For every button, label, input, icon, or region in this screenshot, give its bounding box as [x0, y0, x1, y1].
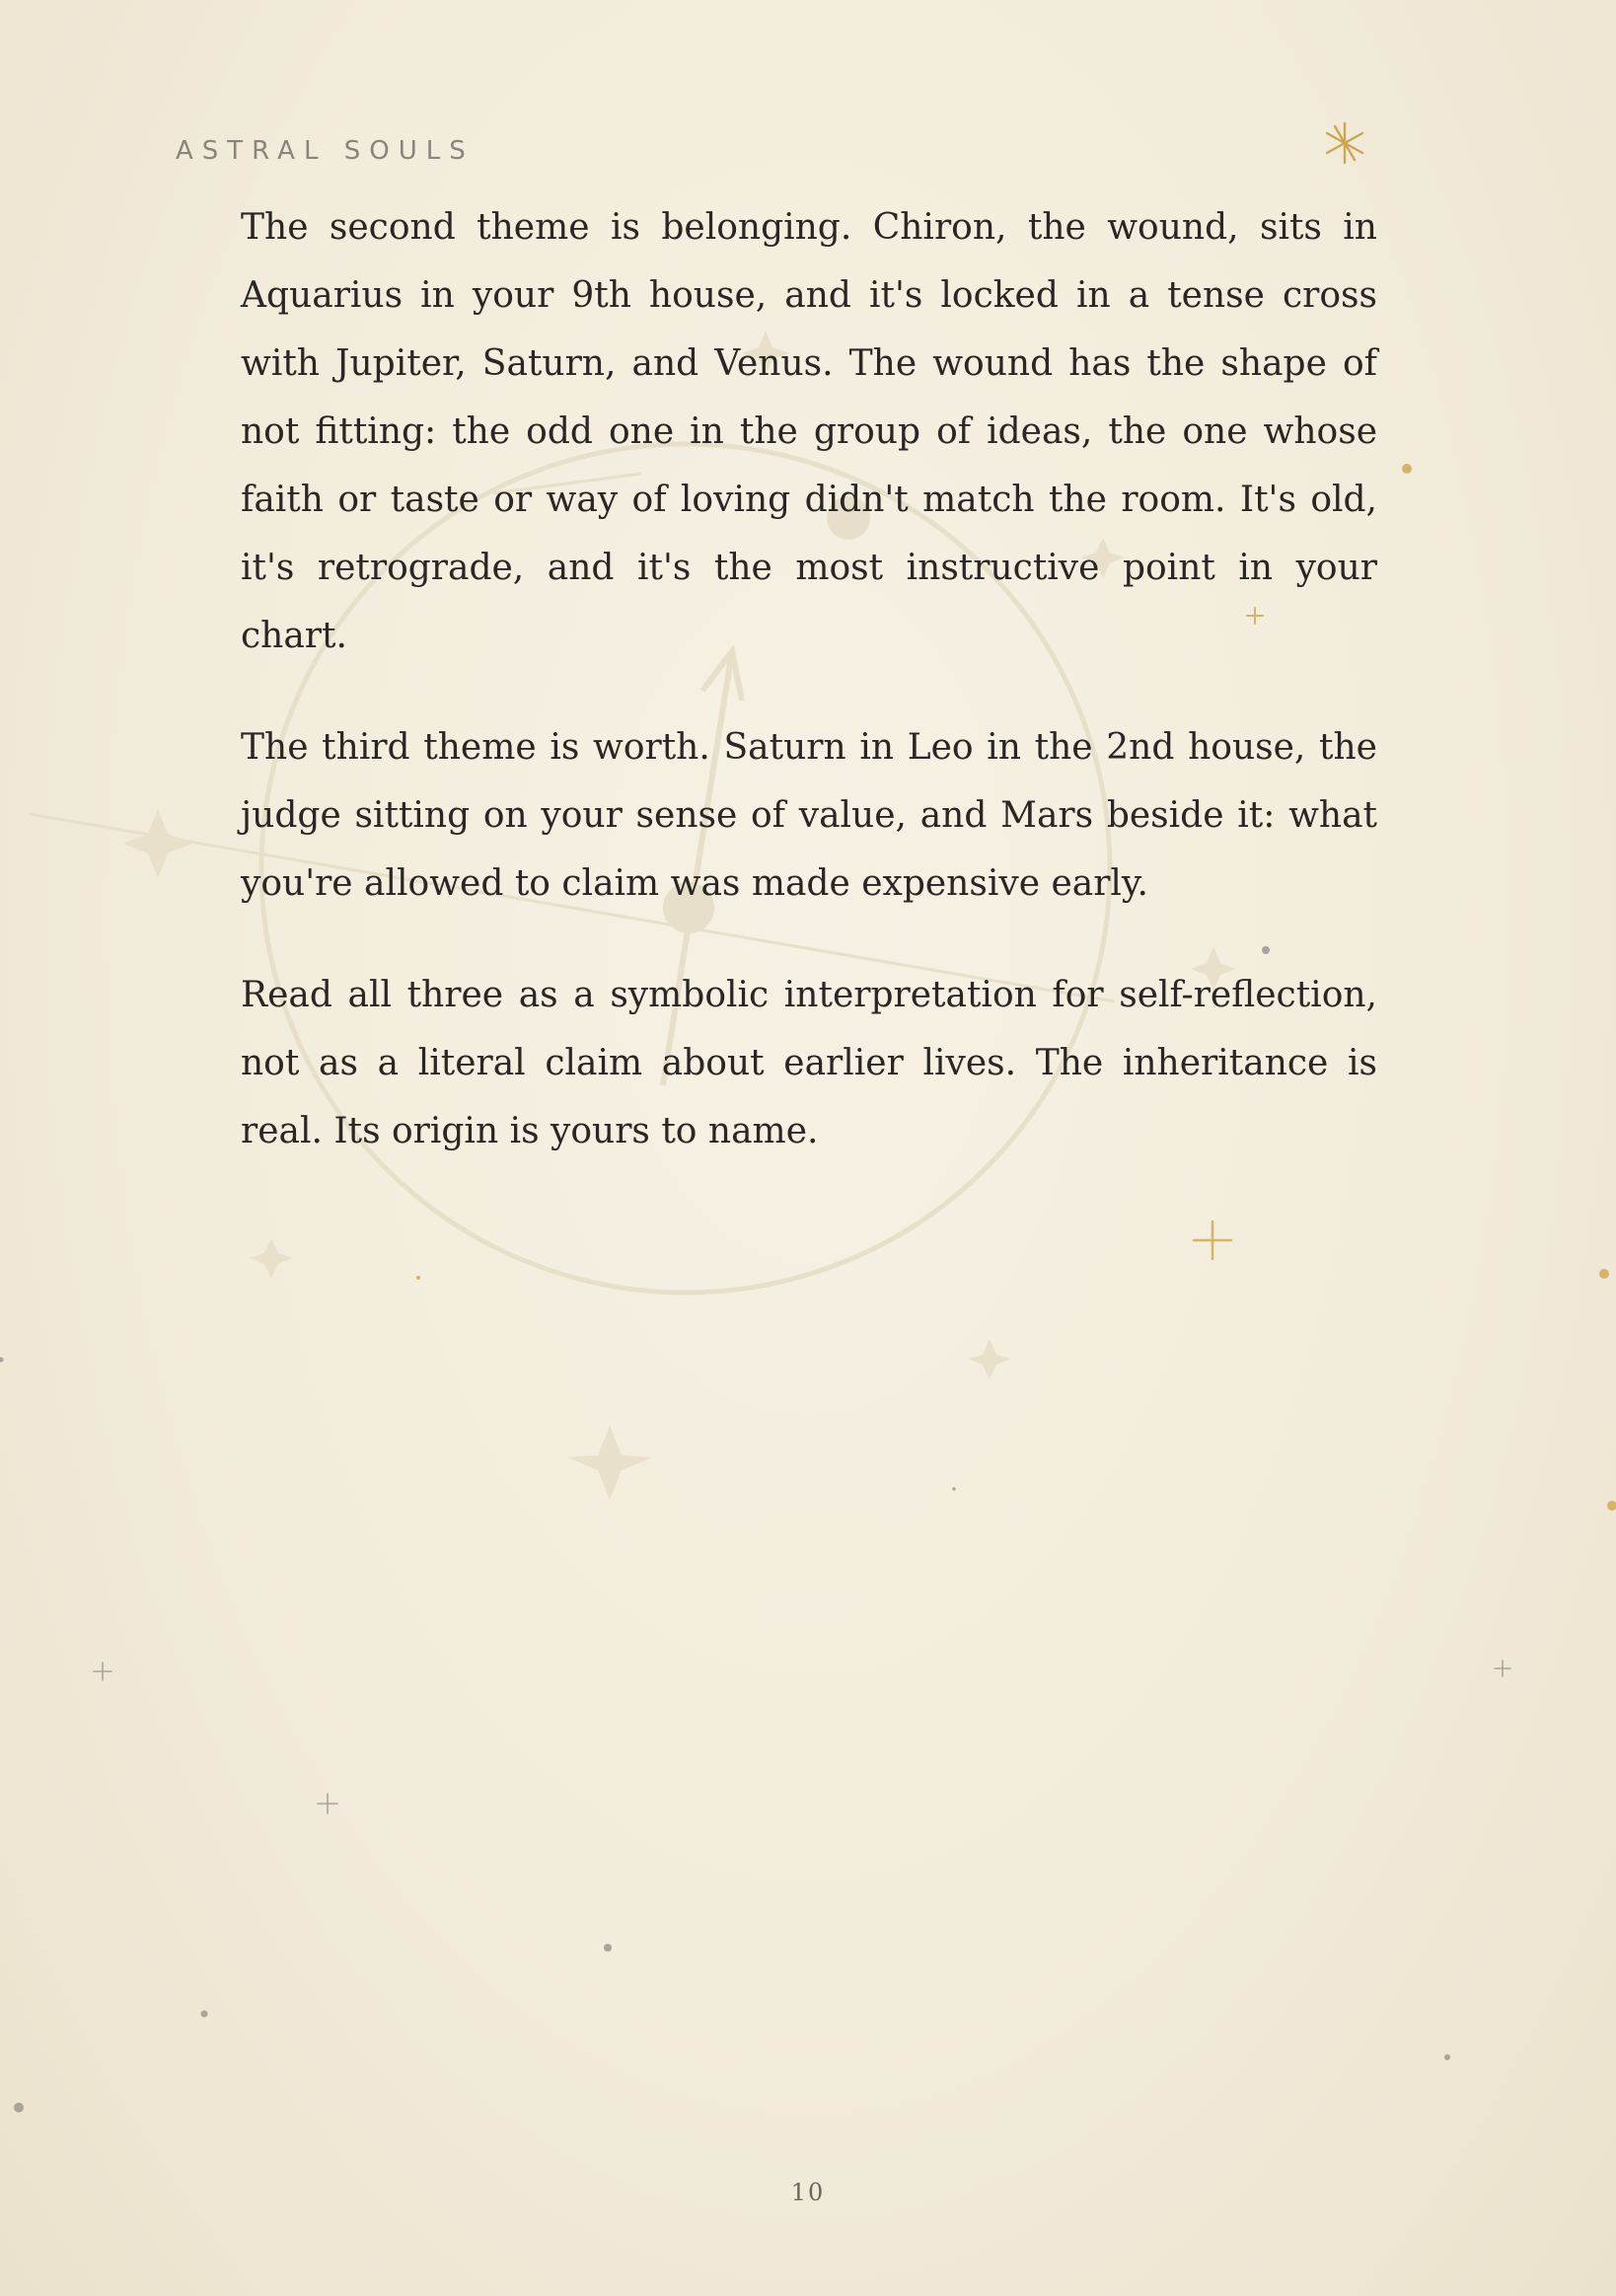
- sparkle-icon: [250, 1238, 293, 1279]
- plus-icon: [94, 1663, 111, 1680]
- brand-name: ASTRAL SOULS: [176, 136, 475, 166]
- asterisk-star-icon: [1322, 120, 1367, 166]
- paragraph-belonging: The second theme is belonging. Chiron, the wound, sits in Aquarius in your 9th house, and it's locked in a tense cross with Jupiter, Saturn, and Venus. The wound has the shape of not fitting: the odd one in the group of ideas, the one whose faith or taste or way of loving didn't match the room. It's old, it's retrograde, and it's the most instructive point in your chart.: [241, 207, 1377, 656]
- body-text: [241, 193, 1377, 1209]
- sparkle-icon: [567, 1426, 653, 1500]
- plus-icon: [1495, 1661, 1510, 1676]
- grey-dot: [0, 1358, 4, 1363]
- paragraph-disclaimer: Read all three as a symbolic interpretation for self-reflection, not as a literal claim about earlier lives. The inheritance is real. Its origin is yours to name.: [241, 975, 1377, 1151]
- gold-dot: [1402, 464, 1412, 474]
- gold-dot: [1599, 1269, 1609, 1279]
- plus-icon: [318, 1794, 337, 1814]
- paragraph-worth: The third theme is worth. Saturn in Leo in the 2nd house, the judge sitting on your sense of value, and Mars beside it: what you're allowed to claim was made expensive early.: [241, 727, 1377, 904]
- gold-dot: [1607, 1501, 1616, 1511]
- grey-dot: [201, 2011, 208, 2018]
- grey-dot: [1444, 2054, 1450, 2060]
- page-number: 10: [790, 2179, 826, 2206]
- grey-crosses: [94, 1661, 1510, 1814]
- sparkle-icon: [968, 1339, 1011, 1379]
- grey-dot: [604, 1944, 612, 1952]
- grey-dot: [952, 1487, 956, 1491]
- gold-plus-icon: [1194, 1222, 1231, 1259]
- gold-dot: [416, 1276, 420, 1280]
- sparkle-icon: [123, 809, 192, 878]
- grey-dot: [14, 2103, 24, 2112]
